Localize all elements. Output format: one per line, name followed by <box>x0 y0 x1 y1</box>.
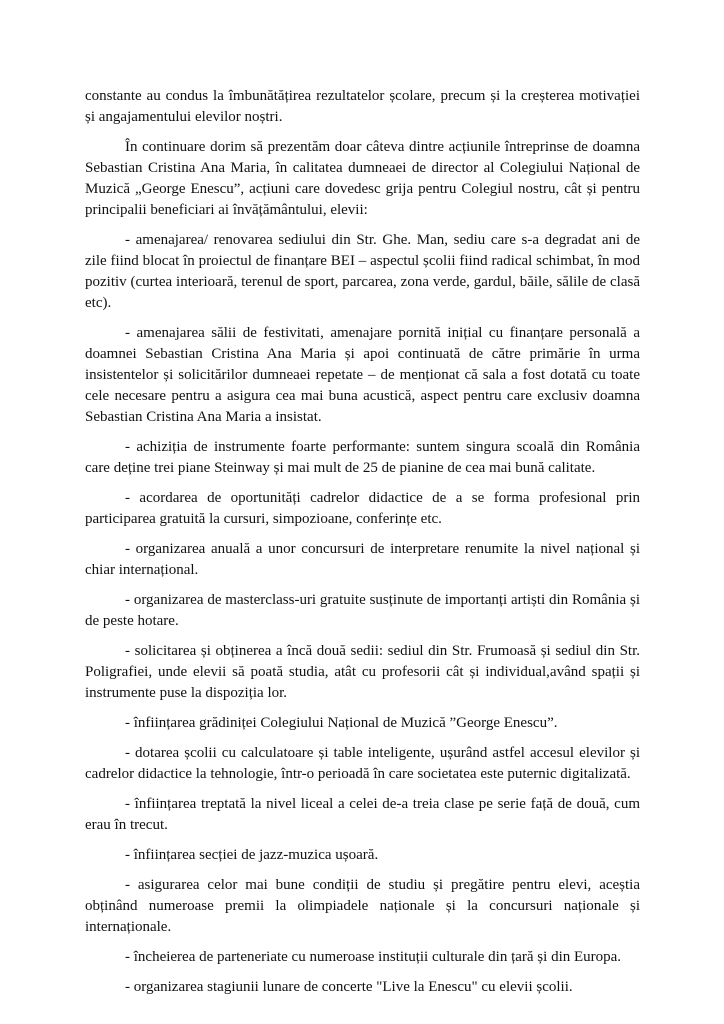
paragraph-item-oportunitati-cadre: - acordarea de oportunități cadrelor didactice de a se forma profesional prin participarea gratuită la cursuri, simpozioane, conferințe etc. <box>85 490 640 527</box>
paragraph-intro: În continuare dorim să prezentăm doar câteva dintre acțiunile întreprinse de doamna Sebastian Cristina Ana Maria, în calitatea dumneaei de director al Colegiului Național de Muzică „George Enescu”, acțiuni care dovedesc grija pentru Colegiul nostru, cât și pentru principalii beneficiari ai învățământului, elevii: <box>85 139 640 218</box>
paragraph-item-renovare-sediu: - amenajarea/ renovarea sediului din Str. Ghe. Man, sediu care s-a degradat ani de zile fiind blocat în proiectul de finanțare BEI – aspectul școlii fiind radical schimbat, în mod pozitiv (curtea interioară, terenul de sport, parcarea, zona verde, gardul, băile, sălile de clasă etc). <box>85 232 640 311</box>
paragraph-item-sala-festivitati: - amenajarea sălii de festivitati, amenajare pornită inițial cu finanțare personală a doamnei Sebastian Cristina Ana Maria și apoi continuată de către primărie în urma insistentelor și solicitărilor dumneaei repetate – de menționat că sala a fost dotată cu toate cele necesare pentru a asigura cea mai buna acustică, aspect pentru care exclusiv doamna Sebastian Cristina Ana Maria a insistat. <box>85 325 640 425</box>
paragraph-item-conditii-studiu: - asigurarea celor mai bune condiții de studiu și pregătire pentru elevi, aceștia obținând numeroase premii la olimpiadele naționale și la concursuri naționale și internaționale. <box>85 877 640 935</box>
paragraph-item-instrumente: - achiziția de instrumente foarte performante: suntem singura scoală din România care deține trei piane Steinway și mai mult de 25 de pianine de cea mai bună calitate. <box>85 439 640 476</box>
paragraph-item-dotare-calculatoare: - dotarea școlii cu calculatoare și table inteligente, ușurând astfel accesul elevilor și cadrelor didactice la tehnologie, într-o perioadă în care societatea este puternic digitalizată. <box>85 745 640 782</box>
paragraph-item-parteneriate: - încheierea de parteneriate cu numeroase instituții culturale din țară și din Europa. <box>125 949 622 965</box>
paragraph-item-clase-liceu: - înființarea treptată la nivel liceal a celei de-a treia clase pe serie față de două, cum erau în trecut. <box>85 796 640 833</box>
paragraph-item-concursuri: - organizarea anuală a unor concursuri de interpretare renumite la nivel național și chiar internațional. <box>85 541 640 578</box>
paragraph-item-gradinita: - înființarea grădiniței Colegiului Național de Muzică ”George Enescu”. <box>125 715 558 731</box>
paragraph-item-sedii-noi: - solicitarea și obținerea a încă două sedii: sediul din Str. Frumoasă și sediul din Str. Poligrafiei, unde elevii să poată studia, atât cu profesorii cât și individual,având spații și instrumente puse la dispoziția lor. <box>85 643 640 701</box>
paragraph-continuation: constante au condus la îmbunătățirea rezultatelor școlare, precum și la creșterea motivației și angajamentului elevilor noștri. <box>85 88 640 125</box>
paragraph-item-sectie-jazz: - înființarea secției de jazz-muzica ușoară. <box>125 847 379 863</box>
paragraph-item-masterclass: - organizarea de masterclass-uri gratuite susținute de importanți artiști din România și de peste hotare. <box>85 592 640 629</box>
paragraph-item-stagiune-concerte: - organizarea stagiunii lunare de concerte "Live la Enescu" cu elevii școlii. <box>125 979 573 995</box>
